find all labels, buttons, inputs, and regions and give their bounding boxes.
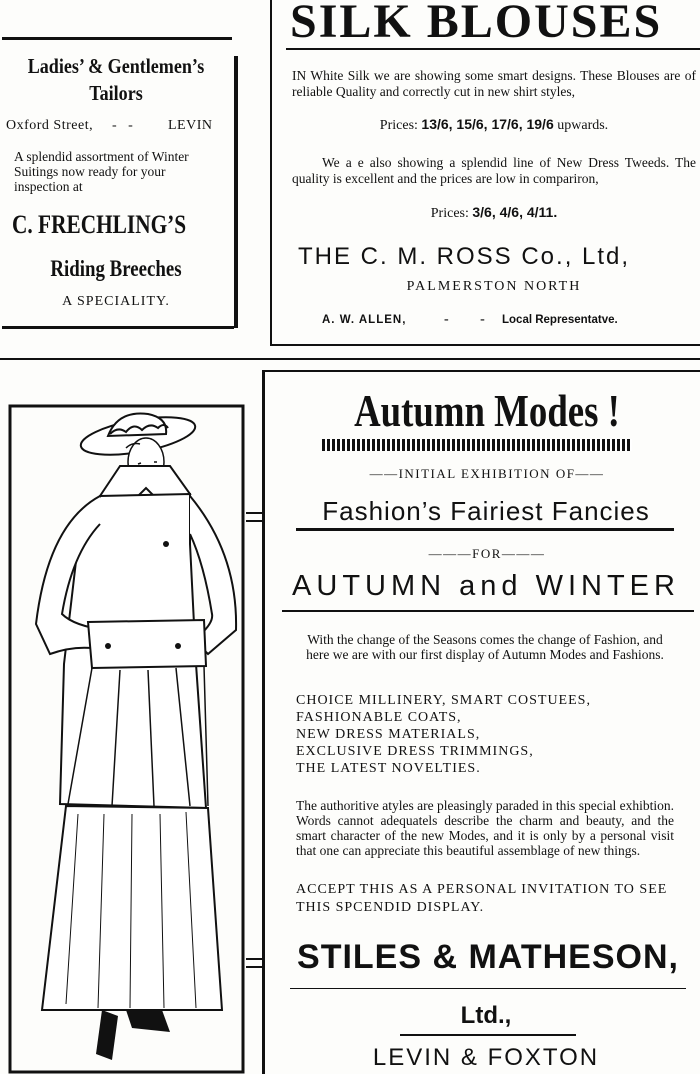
connector-lower-b bbox=[246, 966, 264, 968]
coat-button bbox=[163, 541, 169, 547]
suitings-text: A splendid assortment of Winter Suitings now ready for your inspection at bbox=[14, 149, 189, 194]
exhibition-paragraph: The authoritive atyles are pleasingly paraded in this special exhibtion. Words cannot adequatels describe the charm and beauty, and the smart character of the new Modes, and it is only by a personal visit that one can appreciate this beautiful assemblage of new things. bbox=[296, 798, 674, 858]
goods-list bbox=[296, 692, 676, 777]
silk-bottom-rule bbox=[270, 344, 700, 346]
agent-name: A. W. ALLEN, bbox=[322, 314, 407, 326]
silk-left-border bbox=[270, 0, 272, 346]
agent-role: Local Representatve. bbox=[502, 314, 618, 326]
fancies-heading: Fashion’s Fairiest Fancies bbox=[322, 496, 650, 526]
left-shoe bbox=[96, 1010, 118, 1060]
agent-dots: - - bbox=[444, 312, 499, 327]
fancies-underline bbox=[296, 528, 674, 531]
town-name: LEVIN bbox=[168, 118, 213, 133]
for-label: ———FOR——— bbox=[428, 546, 546, 561]
palmerston-north: PALMERSTON NORTH bbox=[406, 279, 582, 294]
tailors-heading-line2: Tailors bbox=[89, 81, 143, 105]
season-underline bbox=[282, 610, 694, 612]
tailors-heading-line1: Ladies’ & Gentlemen’s bbox=[27, 54, 205, 78]
goods-item: CHOICE MILLINERY, SMART COSTUEES, bbox=[296, 693, 591, 708]
silk-prices-values: 13/6, 15/6, 17/6, 19/6 bbox=[421, 116, 554, 132]
tweeds-paragraph: We a e also showing a splendid line of New Dress Tweeds. The quality is excellent and the prices are low in compariron, bbox=[292, 155, 696, 186]
hat-crown bbox=[108, 413, 166, 436]
goods-item: THE LATEST NOVELTIES. bbox=[296, 761, 481, 776]
belt-button-left bbox=[105, 643, 111, 649]
autumn-left-border bbox=[262, 370, 265, 1074]
heading-hatched-bar bbox=[322, 439, 632, 451]
silk-prices-suffix: upwards. bbox=[557, 118, 609, 133]
silk-heading-underline bbox=[286, 48, 700, 50]
connector-lower-a bbox=[246, 958, 264, 960]
ltd-underline bbox=[400, 1034, 576, 1036]
firm-underline bbox=[290, 988, 686, 989]
ltd-label: Ltd., bbox=[460, 1002, 512, 1029]
ross-firm-name: THE C. M. ROSS Co., Ltd, bbox=[298, 243, 631, 270]
coat-belt bbox=[88, 620, 206, 668]
speciality-label: A SPECIALITY. bbox=[62, 294, 170, 309]
connector-upper-a bbox=[246, 512, 264, 514]
tweeds-prices-label: Prices: bbox=[430, 206, 469, 221]
tweeds-prices-values: 3/6, 4/6, 4/11. bbox=[472, 204, 558, 220]
belt-button-right bbox=[175, 643, 181, 649]
silk-blouses-heading: SILK BLOUSES bbox=[290, 0, 663, 48]
fashion-illustration bbox=[8, 404, 246, 1074]
business-name: C. FRECHLING’S bbox=[12, 210, 187, 239]
goods-item: NEW DRESS MATERIALS, bbox=[296, 727, 481, 742]
freghling-advert bbox=[0, 0, 236, 330]
goods-item: FASHIONABLE COATS, bbox=[296, 710, 462, 725]
riding-breeches: Riding Breeches bbox=[50, 256, 182, 281]
silk-prices bbox=[292, 116, 696, 134]
goods-item: EXCLUSIVE DRESS TRIMMINGS, bbox=[296, 744, 534, 759]
stiles-matheson-name: STILES & MATHESON, bbox=[297, 938, 679, 976]
section-divider bbox=[0, 358, 700, 360]
connector-upper-b bbox=[246, 520, 264, 522]
right-shoe bbox=[126, 1010, 170, 1032]
address-dashes: - - bbox=[112, 118, 137, 133]
autumn-top-rule bbox=[262, 370, 700, 372]
initial-exhibition: ——INITIAL EXHIBITION OF—— bbox=[369, 466, 605, 481]
tailors-heading bbox=[16, 53, 216, 107]
tweeds-prices bbox=[292, 204, 696, 222]
levin-foxton: LEVIN & FOXTON bbox=[372, 1044, 600, 1071]
silk-prices-label: Prices: bbox=[379, 118, 418, 133]
silk-paragraph: IN White Silk we are showing some smart designs. These Blouses are of reliable Quality and correctly cut in new shirt styles, bbox=[292, 68, 696, 99]
autumn-modes-heading: Autumn Modes ! bbox=[354, 385, 620, 436]
intro-paragraph: With the change of the Seasons comes the change of Fashion, and here we are with our first display of Autumn Modes and Fashions. bbox=[306, 632, 664, 662]
street-address: Oxford Street, bbox=[6, 118, 94, 133]
autumn-winter-heading: AUTUMN and WINTER bbox=[292, 570, 680, 602]
invitation-text: ACCEPT THIS AS A PERSONAL INVITATION TO SEE THIS SPCENDID DISPLAY. bbox=[296, 882, 668, 915]
